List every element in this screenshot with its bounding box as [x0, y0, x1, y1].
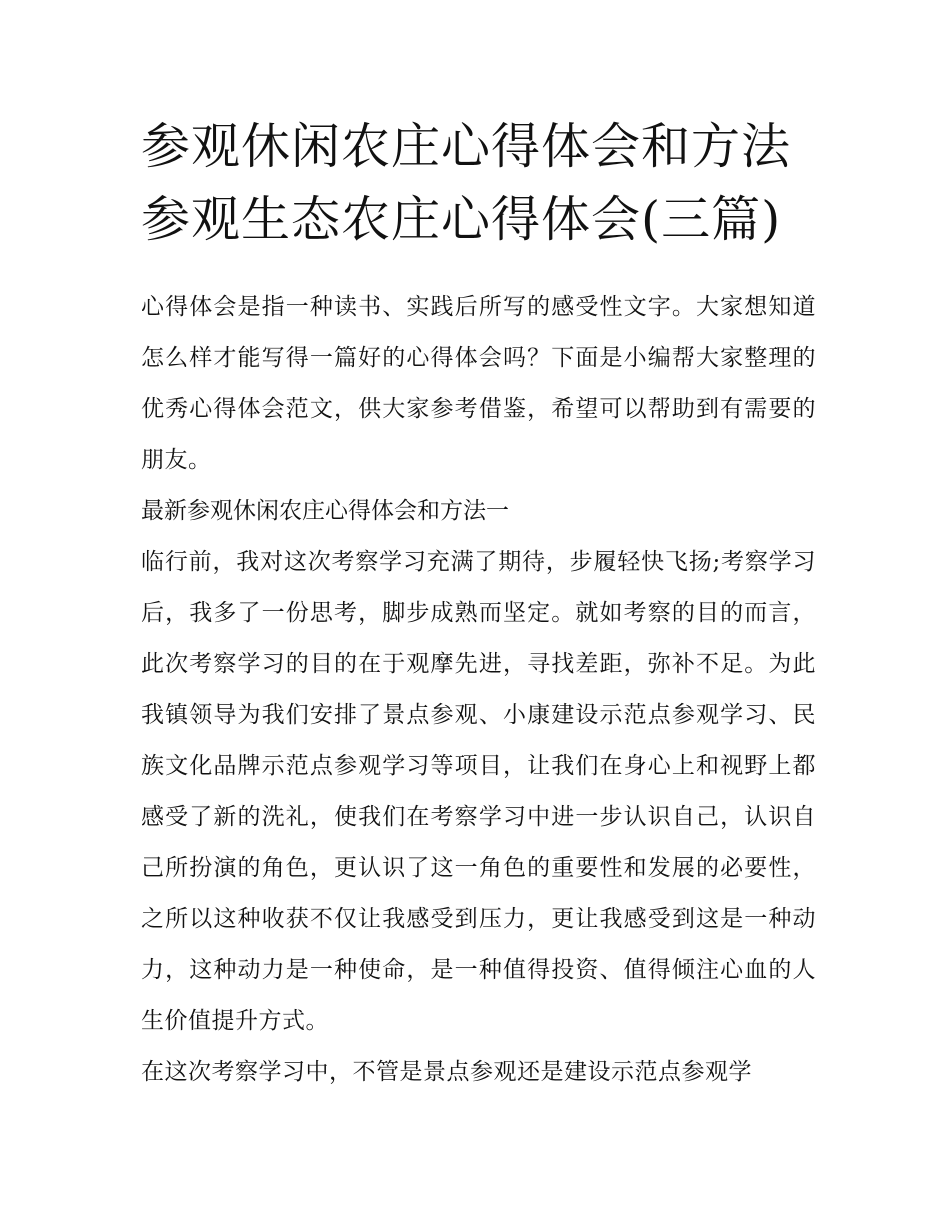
intro-paragraph: 心得体会是指一种读书、实践后所写的感受性文字。大家想知道怎么样才能写得一篇好的心得体会吗？下面是小编帮大家整理的优秀心得体会范文，供大家参考借鉴，希望可以帮助到有需要的朋友。 [141, 294, 816, 473]
document-body [141, 282, 816, 1098]
title-line-1: 参观休闲农庄心得体会和方法 [141, 118, 792, 175]
document-page [141, 110, 816, 1098]
section-heading: 最新参观休闲农庄心得体会和方法一 [141, 498, 509, 524]
document-title [141, 110, 816, 256]
title-line-2: 参观生态农庄心得体会(三篇) [141, 191, 782, 248]
body-paragraph-2: 在这次考察学习中，不管是景点参观还是建设示范点参观学 [141, 1059, 752, 1085]
body-paragraph-1: 临行前，我对这次考察学习充满了期待，步履轻快飞扬;考察学习后，我多了一份思考，脚步成熟而坚定。就如考察的目的而言，此次考察学习的目的在于观摩先进，寻找差距，弥补不足。为此我镇领导为我们安排了景点参观、小康建设示范点参观学习、民族文化品牌示范点参观学习等项目，让我们在身心上和视野上都感受了新的洗礼，使我们在考察学习中进一步认识自己，认识自己所扮演的角色，更认识了这一角色的重要性和发展的必要性，之所以这种收获不仅让我感受到压力，更让我感受到这是一种动力，这种动力是一种使命，是一种值得投资、值得倾注心血的人生价值提升方式。 [141, 549, 816, 1034]
